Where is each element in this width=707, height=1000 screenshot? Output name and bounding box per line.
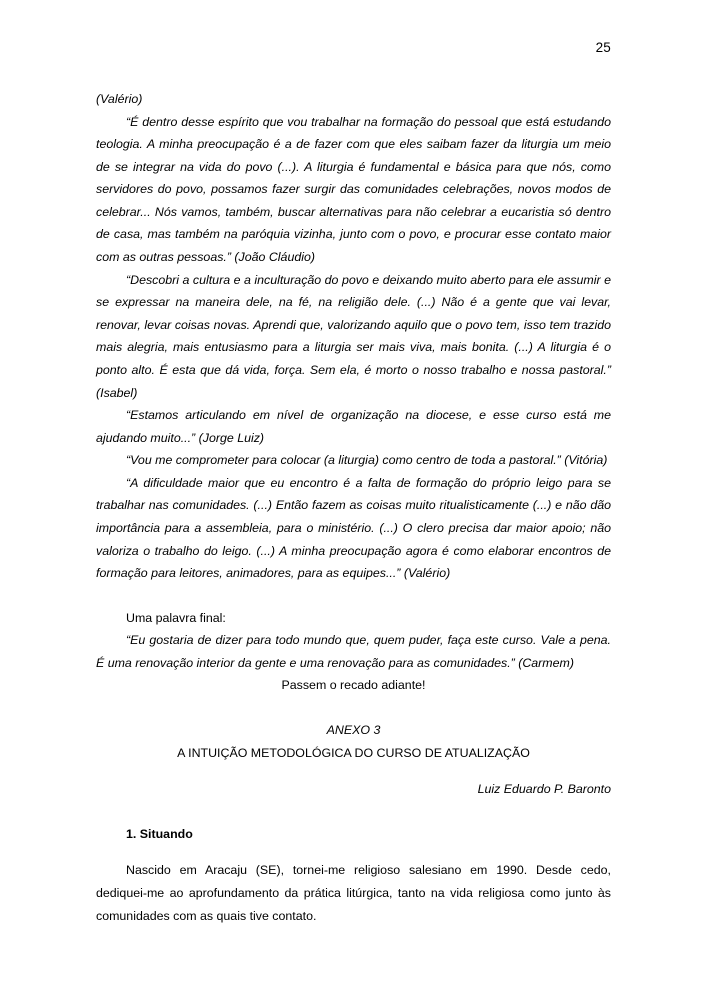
section-heading-situando: 1. Situando [126, 826, 193, 841]
quote-valerio: “A dificuldade maior que eu encontro é a falta de formação do próprio leigo para se trabalhar nas comunidades. (...) Então fazem as coisas muito ritualisticamente (...) e não dão importância para a assembleia, para o ministério. (...) O clero precisa dar maior apoio; não valoriza o trabalho do leigo. (...) A minha preocupação agora é como elaborar encontros de formação para leitores, animadores, para as equipes...” (Valério) [96, 475, 611, 581]
quote-isabel: “Descobri a cultura e a inculturação do povo e deixando muito aberto para ele assumir e se expressar na maneira dele, na fé, na religião dele. (...) Não é a gente que vai levar, renovar, levar coisas novas. Aprendi que, valorizando aquilo que o povo tem, isso tem trazido mais alegria, mais entusiasmo para a liturgia ser mais viva, mais bonita. (...) A liturgia é o ponto alto. É esta que dá vida, força. Sem ela, é morto o nosso trabalho e nossa pastoral.” (Isabel) [96, 272, 611, 400]
annex-label: ANEXO 3 [326, 723, 381, 738]
spacer [96, 845, 611, 859]
quote-joao-claudio: “É dentro desse espírito que vou trabalhar na formação do pessoal que está estudando teologia. A minha preocupação é a de fazer com que eles saibam fazer da liturgia um meio de se integrar na vida do povo (...). A liturgia é fundamental e básica para que nós, como servidores do povo, possamos fazer surgir das comunidades celebrações, novos modos de celebrar... Nós vamos, também, buscar alternativas para não celebrar a eucaristia só dentro de casa, mas também na paróquia vizinha, junto com o povo, e procurar esse contato maior com as outras pessoas.” (João Cláudio) [96, 114, 611, 265]
final-quote-carmem: “Eu gostaria de dizer para todo mundo que, quem puder, faça este curso. Vale a pena. É uma renovação interior da gente e uma renovação para as comunidades.” (Carmem) [96, 633, 611, 670]
annex-title: A INTUIÇÃO METODOLÓGICA DO CURSO DE ATUALIZAÇÃO [177, 745, 530, 760]
speaker-label-valerio: (Valério) [96, 92, 143, 106]
closing-line: Passem o recado adiante! [281, 678, 426, 693]
spacer [96, 801, 611, 823]
spacer [96, 697, 611, 719]
quote-vitoria: “Vou me comprometer para colocar (a liturgia) como centro de toda a pastoral.” (Vitória) [126, 453, 608, 468]
section-paragraph-situando: Nascido em Aracaju (SE), tornei-me religioso salesiano em 1990. Desde cedo, dediquei-me ao aprofundamento da prática litúrgica, tanto na vida religiosa como junto às comunidades com as quais tive contato. [96, 863, 611, 923]
quote-jorge-luiz: “Estamos articulando em nível de organização na diocese, e esse curso está me ajudando muito...” (Jorge Luiz) [96, 408, 611, 445]
page-number: 25 [595, 40, 611, 55]
spacer [96, 764, 611, 778]
final-word-lead: Uma palavra final: [126, 610, 226, 625]
spacer [96, 585, 611, 607]
document-body [96, 88, 611, 927]
annex-author: Luiz Eduardo P. Baronto [477, 782, 611, 797]
